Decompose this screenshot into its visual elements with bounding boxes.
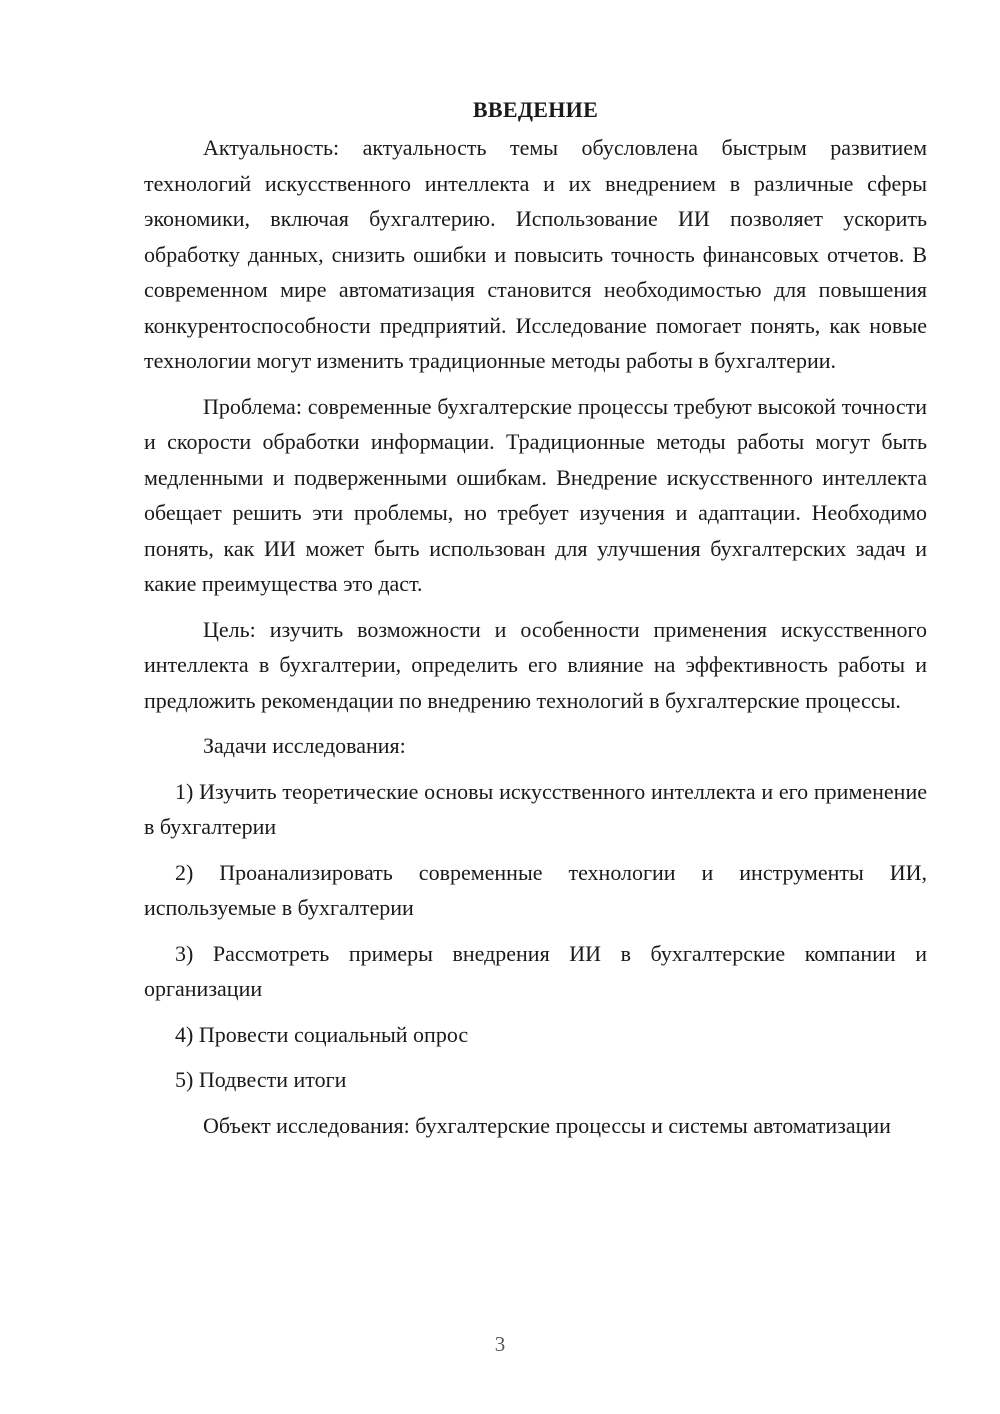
task-item-4: 4) Провести социальный опрос: [175, 1021, 469, 1047]
relevance-paragraph: Актуальность: актуальность темы обусловлена быстрым развитием технологий искусственного интеллекта и их внедрением в различные сферы экономики, включая бухгалтерию. Использование ИИ позволяет ускорить обработку данных, снизить ошибки и повысить точность финансовых отчетов. В современном мире автоматизация становится необходимостью для повышения конкурентоспособности предприятий. Исследование помогает понять, как новые технологии могут изменить традиционные методы работы в бухгалтерии.: [144, 135, 927, 373]
problem-paragraph: Проблема: современные бухгалтерские процессы требуют высокой точности и скорости обработки информации. Традиционные методы работы могут быть медленными и подверженными ошибкам. Внедрение искусственного интеллекта обещает решить эти проблемы, но требует изучения и адаптации. Необходимо понять, как ИИ может быть использован для улучшения бухгалтерских задач и какие преимущества это даст.: [144, 393, 927, 596]
goal-paragraph: Цель: изучить возможности и особенности применения искусственного интеллекта в бухгалтерии, определить его влияние на эффективность работы и предложить рекомендации по внедрению технологий в бухгалтерские процессы.: [144, 616, 927, 713]
task-item-3: 3) Рассмотреть примеры внедрения ИИ в бухгалтерские компании и организации: [144, 940, 927, 1001]
task-item-5: 5) Подвести итоги: [175, 1067, 347, 1092]
document-page: [144, 94, 927, 1153]
tasks-list: [144, 774, 927, 1098]
object-paragraph: Объект исследования: бухгалтерские процессы и системы автоматизации: [203, 1112, 891, 1138]
page-number: 3: [494, 1332, 506, 1356]
task-item-1: 1) Изучить теоретические основы искусственного интеллекта и его применение в бухгалтерии: [144, 778, 927, 839]
section-title: ВВЕДЕНИЕ: [472, 97, 599, 122]
tasks-heading: Задачи исследования:: [203, 733, 406, 758]
task-item-2: 2) Проанализировать современные технологии и инструменты ИИ, используемые в бухгалтерии: [144, 859, 927, 920]
